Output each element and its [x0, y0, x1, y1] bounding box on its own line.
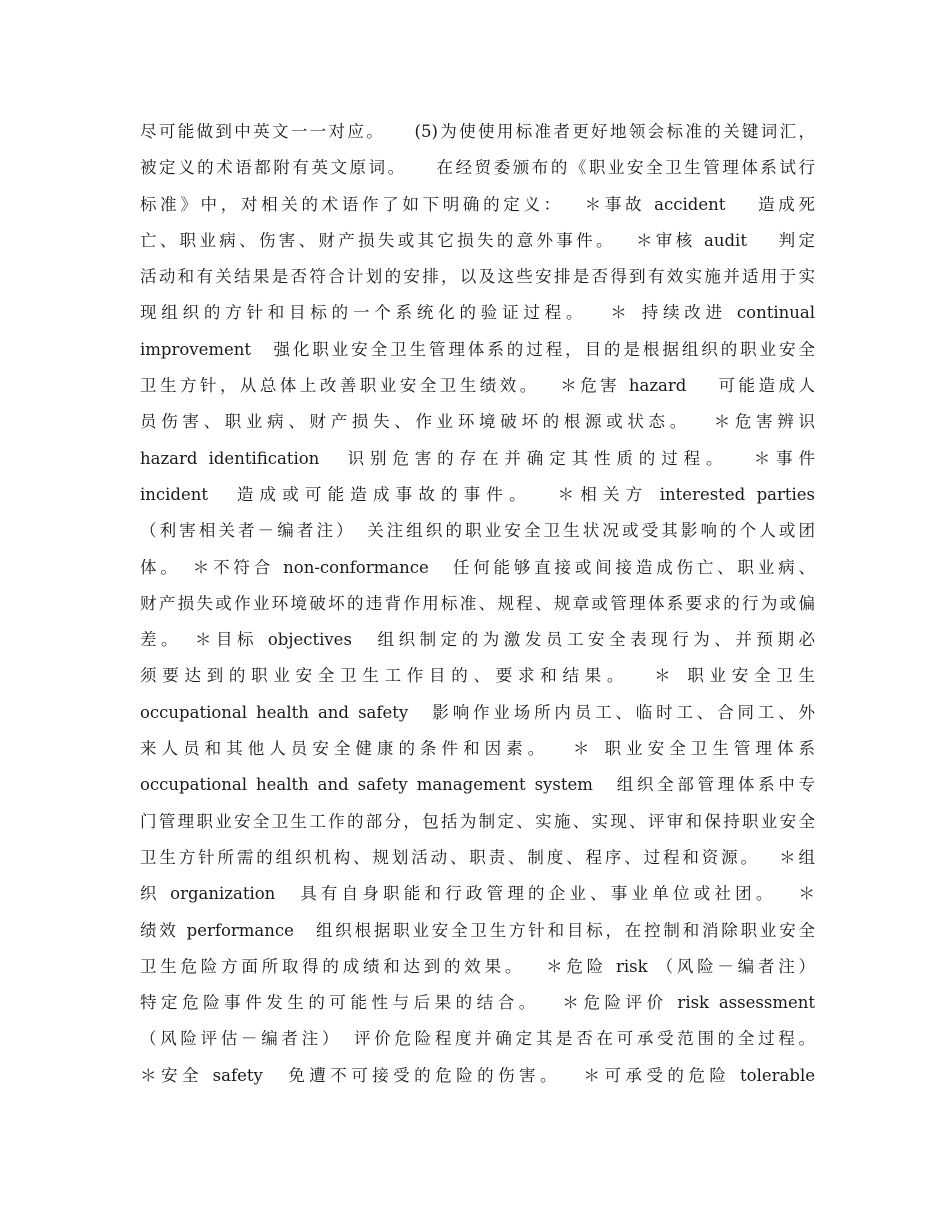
- text-line: 卫生方针所需的组织机构、规划活动、职责、制度、程序、过程和资源。 ＊组: [140, 847, 815, 867]
- text-line: 门管理职业安全卫生工作的部分，包括为制定、实施、实现、评审和保持职业安全: [140, 811, 815, 831]
- text-line: occupational health and safety 影响作业场所内员工、临时工、合同工、外: [140, 702, 815, 722]
- text-line: 卫生方针，从总体上改善职业安全卫生绩效。 ＊危害 hazard 可能造成人: [140, 376, 815, 396]
- text-line: 亡、职业病、伤害、财产损失或其它损失的意外事件。 ＊审核 audit 判定: [140, 230, 815, 250]
- text-line: （风险评估－编者注） 评价危险程度并确定其是否在可承受范围的全过程。: [140, 1029, 815, 1049]
- text-line: 体。 ＊不符合 non-conformance 任何能够直接或间接造成伤亡、职业病、: [140, 557, 815, 577]
- text-line: （利害相关者－编者注） 关注组织的职业安全卫生状况或受其影响的个人或团: [140, 521, 815, 541]
- text-line: hazard identification 识别危害的存在并确定其性质的过程。 ＊事件: [140, 448, 815, 468]
- body-text: [140, 114, 815, 1094]
- text-line: 被定义的术语都附有英文原词。 在经贸委颁布的《职业安全卫生管理体系试行: [140, 158, 815, 178]
- text-line: 来人员和其他人员安全健康的条件和因素。 ＊ 职业安全卫生管理体系: [140, 739, 815, 759]
- text-line: 标准》中，对相关的术语作了如下明确的定义： ＊事故 accident 造成死: [140, 194, 815, 214]
- text-line: 织 organization 具有自身职能和行政管理的企业、事业单位或社团。 ＊: [140, 884, 815, 904]
- text-line: improvement 强化职业安全卫生管理体系的过程，目的是根据组织的职业安全: [140, 339, 815, 359]
- text-line: 活动和有关结果是否符合计划的安排，以及这些安排是否得到有效实施并适用于实: [140, 267, 815, 287]
- text-line: incident 造成或可能造成事故的事件。 ＊相关方 interested parties: [140, 484, 815, 504]
- text-line: 须要达到的职业安全卫生工作目的、要求和结果。 ＊ 职业安全卫生: [140, 666, 815, 686]
- text-line: occupational health and safety management system 组织全部管理体系中专: [140, 775, 815, 795]
- text-line: ＊安全 safety 免遭不可接受的危险的伤害。 ＊可承受的危险 tolerable: [140, 1065, 815, 1085]
- text-line: 卫生危险方面所取得的成绩和达到的效果。 ＊危险 risk （风险－编者注）: [140, 956, 815, 976]
- text-line: 差。 ＊目标 objectives 组织制定的为激发员工安全表现行为、并预期必: [140, 630, 815, 650]
- text-line: 特定危险事件发生的可能性与后果的结合。 ＊危险评价 risk assessment: [140, 993, 815, 1013]
- text-line: 财产损失或作业环境破坏的违背作用标准、规程、规章或管理体系要求的行为或偏: [140, 593, 815, 613]
- text-line: 绩效 performance 组织根据职业安全卫生方针和目标，在控制和消除职业安全: [140, 920, 815, 940]
- text-line: 现组织的方针和目标的一个系统化的验证过程。 ＊ 持续改进 continual: [140, 303, 815, 323]
- text-line: 尽可能做到中英文一一对应。 (5)为使使用标准者更好地领会标准的关键词汇，: [140, 122, 815, 141]
- text-line: 员伤害、职业病、财产损失、作业环境破坏的根源或状态。 ＊危害辨识: [140, 412, 815, 432]
